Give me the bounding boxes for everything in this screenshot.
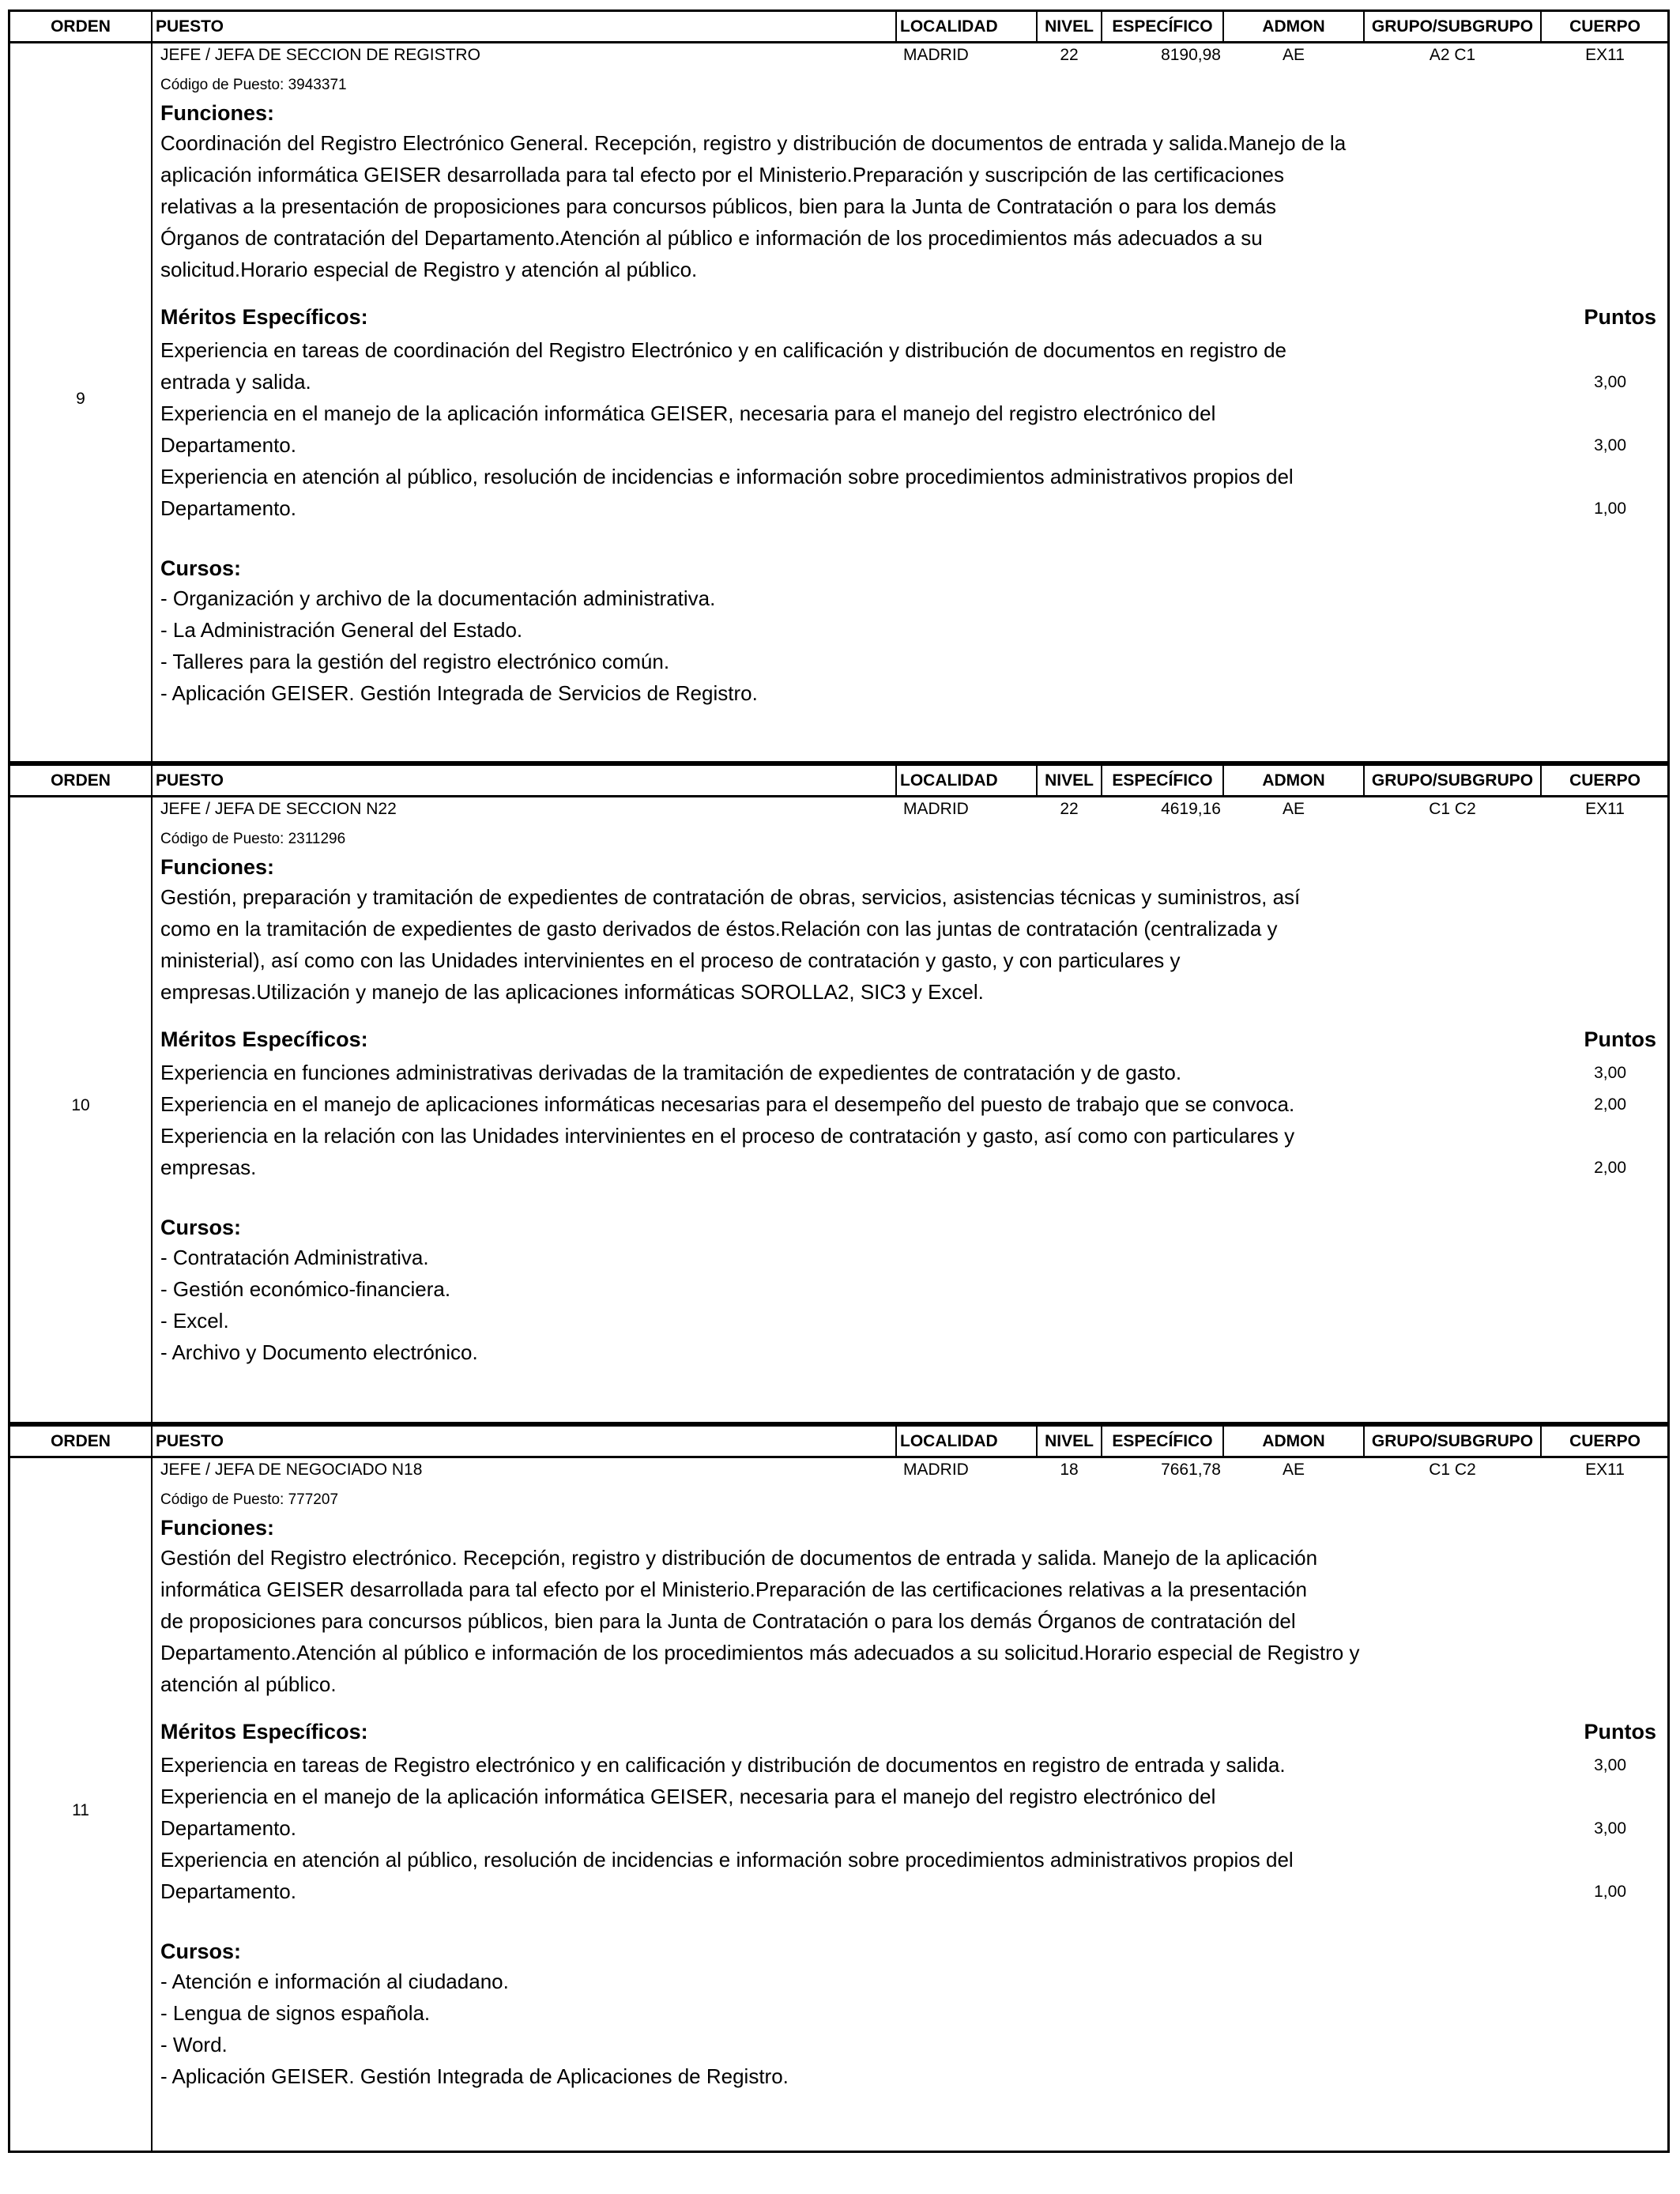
merito-line: Experiencia en el manejo de la aplicación informática GEISER, necesaria para el manejo del registro electrónico del	[160, 401, 1216, 425]
puntos-title: Puntos	[1584, 1720, 1656, 1744]
merito-puntos: 3,00	[1594, 1756, 1626, 1774]
cursos-title: Cursos:	[160, 1940, 242, 1963]
funciones-line: Gestión del Registro electrónico. Recepción, registro y distribución de documentos de entrada y salida. Manejo de la aplicación	[160, 1546, 1318, 1570]
merito-line: Departamento.	[160, 433, 296, 457]
funciones-line: Coordinación del Registro Electrónico General. Recepción, registro y distribución de documentos de entrada y salida.Manejo de la	[160, 131, 1347, 155]
header-grupo: GRUPO/SUBGRUPO	[1371, 17, 1534, 36]
header-admon: ADMON	[1262, 17, 1325, 36]
codigo-de-puesto: Código de Puesto: 777207	[160, 1491, 339, 1508]
header-orden: ORDEN	[51, 1432, 111, 1450]
header-cuerpo: CUERPO	[1569, 771, 1640, 790]
header-orden: ORDEN	[51, 17, 111, 36]
field-puesto: JEFE / JEFA DE SECCION N22	[160, 800, 397, 818]
header-orden: ORDEN	[51, 771, 111, 790]
merito-line: Experiencia en la relación con las Unidades intervinientes en el proceso de contratación y gasto, así como con particulares y	[160, 1124, 1295, 1148]
column-divider	[1363, 12, 1365, 43]
field-nivel: 22	[1060, 800, 1079, 818]
merito-line: empresas.	[160, 1155, 257, 1179]
puntos-title: Puntos	[1584, 1027, 1656, 1051]
header-row	[10, 12, 1667, 43]
column-divider	[1036, 12, 1038, 43]
header-especifico: ESPECÍFICO	[1112, 17, 1213, 36]
position-block	[8, 763, 1670, 1424]
funciones-title: Funciones:	[160, 1516, 275, 1540]
orden-number: 9	[76, 390, 85, 408]
header-grupo: GRUPO/SUBGRUPO	[1371, 1432, 1534, 1450]
curso-line: - Gestión económico-financiera.	[160, 1277, 451, 1301]
funciones-line: Órganos de contratación del Departamento.Atención al público e información de los procedimientos más adecuados a su	[160, 226, 1263, 250]
merito-line: Departamento.	[160, 496, 296, 520]
column-divider	[1540, 766, 1542, 797]
header-localidad: LOCALIDAD	[900, 1432, 998, 1450]
field-grupo: C1 C2	[1429, 800, 1476, 818]
column-divider	[1036, 766, 1038, 797]
merito-line: entrada y salida.	[160, 370, 311, 394]
merito-line: Experiencia en tareas de Registro electrónico y en calificación y distribución de documentos en registro de entrada y salida.	[160, 1753, 1286, 1777]
curso-line: - Atención e información al ciudadano.	[160, 1970, 509, 1993]
merito-puntos: 3,00	[1594, 373, 1626, 391]
column-divider	[1363, 1427, 1365, 1458]
funciones-line: Departamento.Atención al público e información de los procedimientos más adecuados a su solicitud.Horario especial de Registro y	[160, 1641, 1360, 1664]
field-nivel: 22	[1060, 46, 1079, 64]
merito-puntos: 3,00	[1594, 1819, 1626, 1838]
field-especifico: 4619,16	[1161, 800, 1221, 818]
column-divider	[1101, 1427, 1102, 1458]
field-grupo: C1 C2	[1429, 1461, 1476, 1479]
orden-number: 10	[71, 1096, 90, 1114]
curso-line: - Talleres para la gestión del registro electrónico común.	[160, 650, 670, 673]
header-localidad: LOCALIDAD	[900, 771, 998, 790]
column-divider	[1363, 766, 1365, 797]
merito-puntos: 1,00	[1594, 499, 1626, 518]
curso-line: - Word.	[160, 2033, 228, 2056]
field-cuerpo: EX11	[1585, 800, 1625, 818]
funciones-line: atención al público.	[160, 1672, 337, 1696]
header-nivel: NIVEL	[1045, 771, 1094, 790]
header-admon: ADMON	[1262, 1432, 1325, 1450]
curso-line: - Aplicación GEISER. Gestión Integrada de Aplicaciones de Registro.	[160, 2064, 789, 2088]
merito-puntos: 3,00	[1594, 1064, 1626, 1082]
merito-line: Departamento.	[160, 1816, 296, 1840]
column-divider	[1036, 1427, 1038, 1458]
position-content	[153, 43, 1667, 761]
column-divider	[1540, 1427, 1542, 1458]
meritos-title: Méritos Específicos:	[160, 1720, 368, 1744]
codigo-de-puesto: Código de Puesto: 3943371	[160, 77, 347, 93]
header-cuerpo: CUERPO	[1569, 1432, 1640, 1450]
field-puesto: JEFE / JEFA DE NEGOCIADO N18	[160, 1461, 423, 1479]
field-grupo: A2 C1	[1429, 46, 1476, 64]
field-admon: AE	[1282, 800, 1305, 818]
funciones-line: como en la tramitación de expedientes de gasto derivados de éstos.Relación con las juntas de contratación (centralizada y	[160, 917, 1278, 941]
field-especifico: 8190,98	[1161, 46, 1221, 64]
curso-line: - Lengua de signos española.	[160, 2001, 431, 2025]
merito-line: Experiencia en el manejo de la aplicación informática GEISER, necesaria para el manejo del registro electrónico del	[160, 1785, 1216, 1808]
column-divider	[1222, 1427, 1224, 1458]
merito-line: Experiencia en funciones administrativas derivadas de la tramitación de expedientes de contratación y de gasto.	[160, 1061, 1182, 1084]
header-row	[10, 766, 1667, 797]
funciones-line: de proposiciones para concursos públicos, bien para la Junta de Contratación o para los demás Órganos de contratación del	[160, 1609, 1296, 1633]
header-admon: ADMON	[1262, 771, 1325, 790]
merito-line: Experiencia en atención al público, resolución de incidencias e información sobre procedimientos administrativos propios del	[160, 465, 1294, 488]
curso-line: - Archivo y Documento electrónico.	[160, 1340, 478, 1364]
funciones-line: solicitud.Horario especial de Registro y atención al público.	[160, 258, 698, 281]
field-admon: AE	[1282, 46, 1305, 64]
column-divider	[1101, 12, 1102, 43]
funciones-line: aplicación informática GEISER desarrollada para tal efecto por el Ministerio.Preparación y suscripción de las certificaciones	[160, 163, 1285, 187]
merito-puntos: 1,00	[1594, 1883, 1626, 1901]
curso-line: - Organización y archivo de la documentación administrativa.	[160, 586, 716, 610]
position-block	[8, 9, 1670, 763]
field-puesto: JEFE / JEFA DE SECCION DE REGISTRO	[160, 46, 480, 64]
field-cuerpo: EX11	[1585, 46, 1625, 64]
header-nivel: NIVEL	[1045, 17, 1094, 36]
merito-line: Experiencia en tareas de coordinación del Registro Electrónico y en calificación y distribución de documentos en registro de	[160, 338, 1287, 362]
position-content	[153, 1458, 1667, 2151]
header-especifico: ESPECÍFICO	[1112, 771, 1213, 790]
merito-puntos: 2,00	[1594, 1159, 1626, 1177]
meritos-title: Méritos Específicos:	[160, 305, 368, 329]
column-divider	[895, 1427, 897, 1458]
column-divider	[1101, 766, 1102, 797]
field-nivel: 18	[1060, 1461, 1079, 1479]
funciones-line: empresas.Utilización y manejo de las aplicaciones informáticas SOROLLA2, SIC3 y Excel.	[160, 980, 984, 1004]
field-localidad: MADRID	[903, 1461, 969, 1479]
column-divider	[895, 12, 897, 43]
funciones-title: Funciones:	[160, 855, 275, 879]
field-localidad: MADRID	[903, 46, 969, 64]
merito-puntos: 2,00	[1594, 1095, 1626, 1114]
meritos-title: Méritos Específicos:	[160, 1027, 368, 1051]
merito-line: Experiencia en el manejo de aplicaciones informáticas necesarias para el desempeño del puesto de trabajo que se convoca.	[160, 1092, 1295, 1116]
header-especifico: ESPECÍFICO	[1112, 1432, 1213, 1450]
header-nivel: NIVEL	[1045, 1432, 1094, 1450]
header-puesto: PUESTO	[156, 17, 224, 36]
header-cuerpo: CUERPO	[1569, 17, 1640, 36]
curso-line: - Aplicación GEISER. Gestión Integrada de Servicios de Registro.	[160, 681, 758, 705]
funciones-line: informática GEISER desarrollada para tal efecto por el Ministerio.Preparación de las certificaciones relativas a la presentación	[160, 1578, 1307, 1601]
orden-number: 11	[72, 1801, 89, 1819]
funciones-title: Funciones:	[160, 101, 275, 125]
cursos-title: Cursos:	[160, 556, 242, 580]
puntos-title: Puntos	[1584, 305, 1656, 329]
codigo-de-puesto: Código de Puesto: 2311296	[160, 831, 346, 847]
header-localidad: LOCALIDAD	[900, 17, 998, 36]
field-cuerpo: EX11	[1585, 1461, 1625, 1479]
column-divider	[1540, 12, 1542, 43]
merito-line: Departamento.	[160, 1879, 296, 1903]
funciones-line: ministerial), así como con las Unidades intervinientes en el proceso de contratación y gasto, y con particulares y	[160, 948, 1181, 972]
field-admon: AE	[1282, 1461, 1305, 1479]
position-content	[153, 797, 1667, 1422]
merito-puntos: 3,00	[1594, 436, 1626, 454]
header-puesto: PUESTO	[156, 771, 224, 790]
column-divider	[1222, 766, 1224, 797]
position-block	[8, 1424, 1670, 2153]
curso-line: - Contratación Administrativa.	[160, 1246, 429, 1269]
header-grupo: GRUPO/SUBGRUPO	[1371, 771, 1534, 790]
merito-line: Experiencia en atención al público, resolución de incidencias e información sobre procedimientos administrativos propios del	[160, 1848, 1294, 1872]
field-localidad: MADRID	[903, 800, 969, 818]
header-row	[10, 1427, 1667, 1458]
field-especifico: 7661,78	[1161, 1461, 1221, 1479]
cursos-title: Cursos:	[160, 1216, 242, 1239]
header-puesto: PUESTO	[156, 1432, 224, 1450]
funciones-line: Gestión, preparación y tramitación de expedientes de contratación de obras, servicios, asistencias técnicas y suministros, así	[160, 885, 1301, 909]
curso-line: - La Administración General del Estado.	[160, 618, 523, 642]
column-divider	[895, 766, 897, 797]
curso-line: - Excel.	[160, 1309, 229, 1333]
funciones-line: relativas a la presentación de proposiciones para concursos públicos, bien para la Junta de Contratación o para los demás	[160, 194, 1277, 218]
column-divider	[1222, 12, 1224, 43]
